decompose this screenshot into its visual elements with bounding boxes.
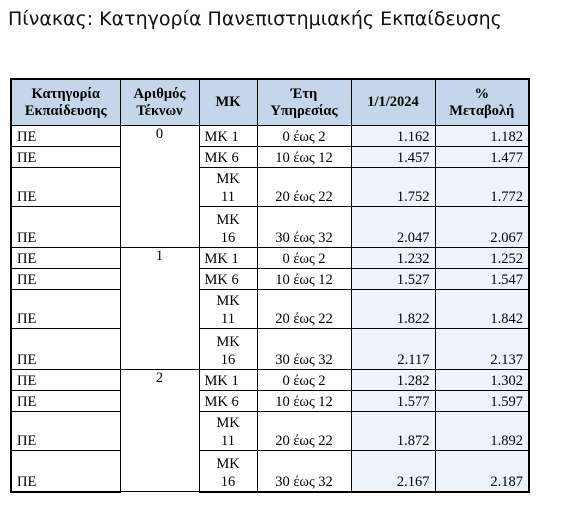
cell-value-2024: 1.577 [351,391,435,412]
table-row [11,391,529,412]
cell-change: 1.892 [435,412,529,451]
cell-years: 0 έως 2 [257,370,351,391]
cell-years: 20 έως 22 [257,412,351,451]
cell-mk: ΜΚ 6 [199,391,257,412]
cell-change: 1.842 [435,290,529,329]
cell-value-2024: 2.167 [351,451,435,492]
cell-value-2024: 1.232 [351,248,435,269]
header-years: Έτη Υπηρεσίας [257,79,351,126]
cell-years: 10 έως 12 [257,147,351,168]
page-title: Πίνακας: Κατηγορία Πανεπιστημιακής Εκπαίδευσης [8,8,502,30]
cell-category: ΠΕ [11,329,120,370]
cell-value-2024: 1.457 [351,147,435,168]
cell-change: 2.137 [435,329,529,370]
cell-years: 30 έως 32 [257,207,351,248]
cell-category: ΠΕ [11,370,120,391]
salary-table [10,78,530,493]
cell-change: 2.067 [435,207,529,248]
table-row [11,207,529,248]
cell-value-2024: 2.047 [351,207,435,248]
header-date: 1/1/2024 [351,79,435,126]
cell-category: ΠΕ [11,126,120,147]
table-row [11,147,529,168]
cell-change: 1.597 [435,391,529,412]
cell-change: 1.182 [435,126,529,147]
cell-value-2024: 1.752 [351,168,435,207]
table-row [11,329,529,370]
table-row [11,269,529,290]
cell-change: 1.547 [435,269,529,290]
cell-category: ΠΕ [11,451,120,492]
cell-change: 1.252 [435,248,529,269]
cell-years: 0 έως 2 [257,248,351,269]
table-row [11,451,529,492]
cell-mk: ΜΚ 16 [199,329,257,370]
table-row [11,248,529,269]
header-change: % Μεταβολή [435,79,529,126]
cell-years: 10 έως 12 [257,391,351,412]
cell-years: 20 έως 22 [257,168,351,207]
cell-children-count: 0 [120,126,199,248]
cell-mk: ΜΚ 16 [199,207,257,248]
cell-change: 2.187 [435,451,529,492]
cell-value-2024: 1.282 [351,370,435,391]
cell-mk: ΜΚ 1 [199,370,257,391]
cell-category: ΠΕ [11,290,120,329]
cell-children-count: 1 [120,248,199,370]
cell-mk: ΜΚ 1 [199,248,257,269]
cell-change: 1.477 [435,147,529,168]
cell-mk: ΜΚ 11 [199,412,257,451]
header-category: Κατηγορία Εκπαίδευσης [11,79,120,126]
cell-years: 30 έως 32 [257,329,351,370]
table-row [11,126,529,147]
cell-value-2024: 1.527 [351,269,435,290]
table-row [11,290,529,329]
table-header-row [11,79,529,126]
cell-category: ΠΕ [11,207,120,248]
cell-category: ΠΕ [11,168,120,207]
cell-change: 1.772 [435,168,529,207]
header-mk: MK [199,79,257,126]
cell-years: 0 έως 2 [257,126,351,147]
table-body [11,126,529,492]
cell-category: ΠΕ [11,269,120,290]
table-row [11,168,529,207]
cell-mk: ΜΚ 11 [199,168,257,207]
cell-mk: ΜΚ 11 [199,290,257,329]
cell-change: 1.302 [435,370,529,391]
cell-mk: ΜΚ 1 [199,126,257,147]
cell-value-2024: 1.872 [351,412,435,451]
cell-children-count: 2 [120,370,199,492]
cell-mk: ΜΚ 6 [199,147,257,168]
cell-value-2024: 1.162 [351,126,435,147]
cell-mk: ΜΚ 16 [199,451,257,492]
cell-years: 20 έως 22 [257,290,351,329]
cell-value-2024: 1.822 [351,290,435,329]
cell-mk: ΜΚ 6 [199,269,257,290]
table-row [11,370,529,391]
cell-category: ΠΕ [11,412,120,451]
table-row [11,412,529,451]
cell-category: ΠΕ [11,248,120,269]
cell-years: 30 έως 32 [257,451,351,492]
cell-value-2024: 2.117 [351,329,435,370]
header-children: Αριθμός Τέκνων [120,79,199,126]
cell-years: 10 έως 12 [257,269,351,290]
cell-category: ΠΕ [11,147,120,168]
cell-category: ΠΕ [11,391,120,412]
